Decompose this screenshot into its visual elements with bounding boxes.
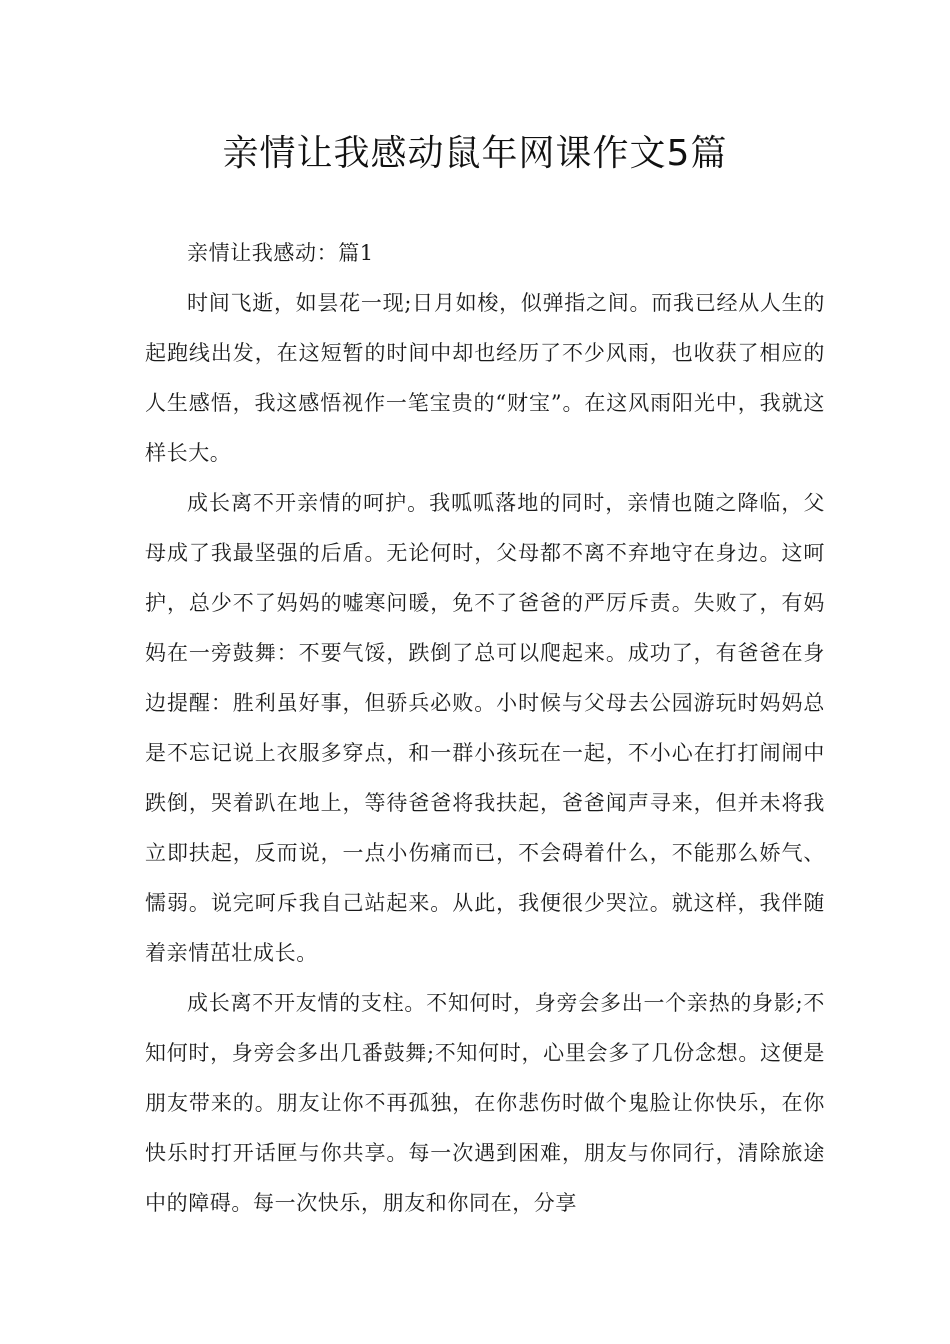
paragraph: 成长离不开友情的支柱。不知何时，身旁会多出一个亲热的身影;不知何时，身旁会多出几番鼓舞;不知何时，心里会多了几份念想。这便是朋友带来的。朋友让你不再孤独，在你悲伤时做个鬼脸让你快乐，在你快乐时打开话匣与你共享。每一次遇到困难，朋友与你同行，清除旅途中的障碍。每一次快乐，朋友和你同在，分享 — [145, 991, 825, 1215]
document-title: 亲情让我感动鼠年网课作文5篇 — [222, 133, 728, 174]
paragraph: 时间飞逝，如昙花一现;日月如梭，似弹指之间。而我已经从人生的起跑线出发，在这短暂的时间中却也经历了不少风雨，也收获了相应的人生感悟，我这感悟视作一笔宝贵的“财宝”。在这风雨阳光中，我就这样长大。 — [145, 291, 825, 465]
section-heading: 亲情让我感动：篇1 — [187, 241, 374, 265]
paragraph: 成长离不开亲情的呵护。我呱呱落地的同时，亲情也随之降临，父母成了我最坚强的后盾。无论何时，父母都不离不弃地守在身边。这呵护，总少不了妈妈的嘘寒问暖，免不了爸爸的严厉斥责。失败了，有妈妈在一旁鼓舞：不要气馁，跌倒了总可以爬起来。成功了，有爸爸在身边提醒：胜利虽好事，但骄兵必败。小时候与父母去公园游玩时妈妈总是不忘记说上衣服多穿点，和一群小孩玩在一起，不小心在打打闹闹中跌倒，哭着趴在地上，等待爸爸将我扶起，爸爸闻声寻来，但并未将我立即扶起，反而说，一点小伤痛而已，不会碍着什么，不能那么娇气、懦弱。说完呵斥我自己站起来。从此，我便很少哭泣。就这样，我伴随着亲情茁壮成长。 — [145, 491, 825, 965]
document-body — [145, 228, 825, 1228]
